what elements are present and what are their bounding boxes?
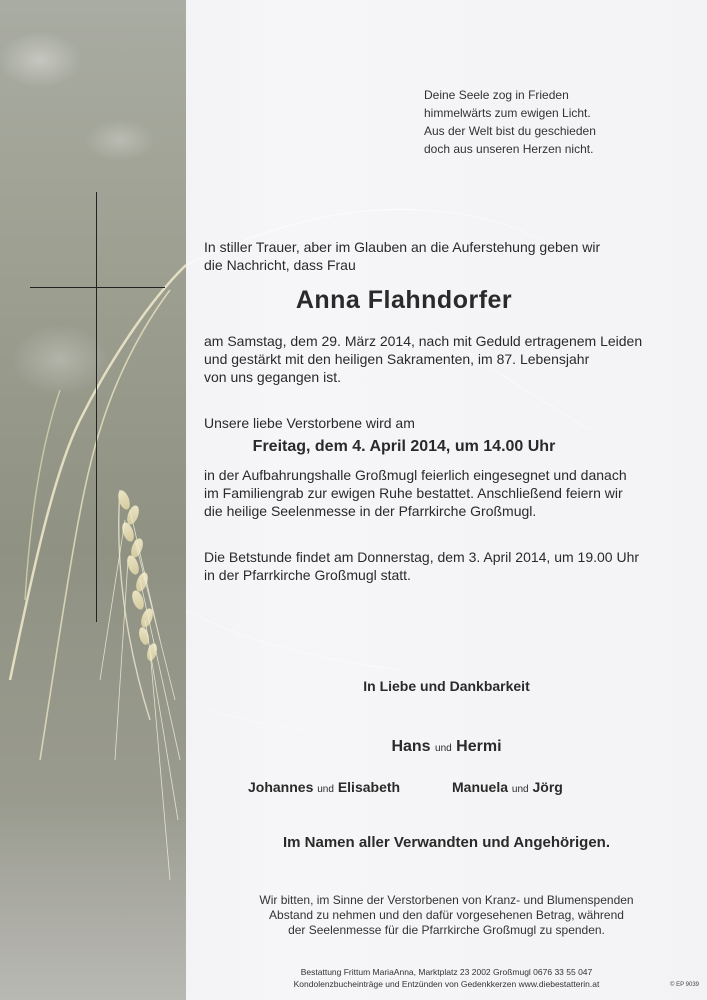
poem-line: himmelwärts zum ewigen Licht.: [424, 106, 591, 120]
funeral-intro: [204, 414, 684, 432]
mourners-couple-3: [452, 779, 563, 795]
mourner-name: Johannes: [248, 779, 314, 795]
mourner-name: Elisabeth: [337, 779, 401, 795]
prayer-line: Die Betstunde findet am Donnerstag, dem 3. April 2014, um 19.00 Uhr: [204, 549, 640, 565]
mourners-primary: [186, 738, 707, 756]
notice-line: und gestärkt mit den heiligen Sakramenten, im 87. Lebensjahr: [204, 351, 590, 367]
wheat-photo-strip: [0, 0, 186, 1000]
und-connector: und: [435, 743, 452, 754]
intro-line: In stiller Trauer, aber im Glauben an die Auferstehung geben wir: [204, 239, 601, 255]
und-connector: und: [317, 784, 334, 795]
details-line: im Familiengrab zur ewigen Ruhe bestattet. Anschließend feiern wir: [204, 485, 623, 501]
notice-line: von uns gegangen ist.: [204, 369, 341, 385]
cross-horizontal-bar: [30, 287, 165, 288]
intro-text: [204, 238, 684, 274]
relatives-line: Im Namen aller Verwandten und Angehörigen.: [282, 834, 610, 851]
poem-line: Aus der Welt bist du geschieden: [424, 124, 596, 138]
mourner-name: Hermi: [456, 738, 502, 755]
mourner-name: Hans: [391, 738, 431, 755]
request-line: Wir bitten, im Sinne der Verstorbenen von Kranz- und Blumenspenden: [259, 893, 634, 907]
funeral-home-footer: [186, 966, 707, 990]
donation-request: [186, 893, 707, 938]
death-notice: [204, 332, 684, 386]
wheat-illustration: [0, 0, 186, 1000]
footer-line: Bestattung Frittum MariaAnna, Marktplatz 23 2002 Großmugl 0676 33 55 047: [300, 967, 593, 977]
memorial-poem: [424, 86, 684, 158]
poem-line: doch aus unseren Herzen nicht.: [424, 142, 594, 156]
details-line: die heilige Seelenmesse in der Pfarrkirche Großmugl.: [204, 503, 537, 519]
und-connector: und: [511, 784, 529, 795]
print-code: © EP 9039: [670, 982, 699, 988]
funeral-date: Freitag, dem 4. April 2014, um 14.00 Uhr: [252, 438, 556, 455]
mourner-name: Jörg: [532, 779, 563, 795]
request-line: der Seelenmesse für die Pfarrkirche Großmugl zu spenden.: [288, 923, 605, 937]
mourners-couple-2: [248, 779, 400, 795]
prayer-line: in der Pfarrkirche Großmugl statt.: [204, 567, 411, 583]
prayer-hour: [204, 548, 684, 584]
dedication: In Liebe und Dankbarkeit: [363, 678, 530, 694]
request-line: Abstand zu nehmen und den dafür vorgesehenen Betrag, während: [269, 908, 624, 922]
poem-line: Deine Seele zog in Frieden: [424, 88, 569, 102]
notice-line: am Samstag, dem 29. März 2014, nach mit Geduld ertragenem Leiden: [204, 333, 643, 349]
footer-line: Kondolenzbucheinträge und Entzünden von Gedenkkerzen www.diebestatterin.at: [293, 979, 600, 989]
funeral-details: [204, 466, 684, 520]
cross-vertical-bar: [96, 192, 97, 622]
deceased-name: Anna Flahndorfer: [295, 286, 513, 314]
funeral-intro-line: Unsere liebe Verstorbene wird am: [204, 415, 415, 431]
mourner-name: Manuela: [452, 779, 509, 795]
intro-line: die Nachricht, dass Frau: [204, 257, 356, 273]
details-line: in der Aufbahrungshalle Großmugl feierlich eingesegnet und danach: [204, 467, 627, 483]
